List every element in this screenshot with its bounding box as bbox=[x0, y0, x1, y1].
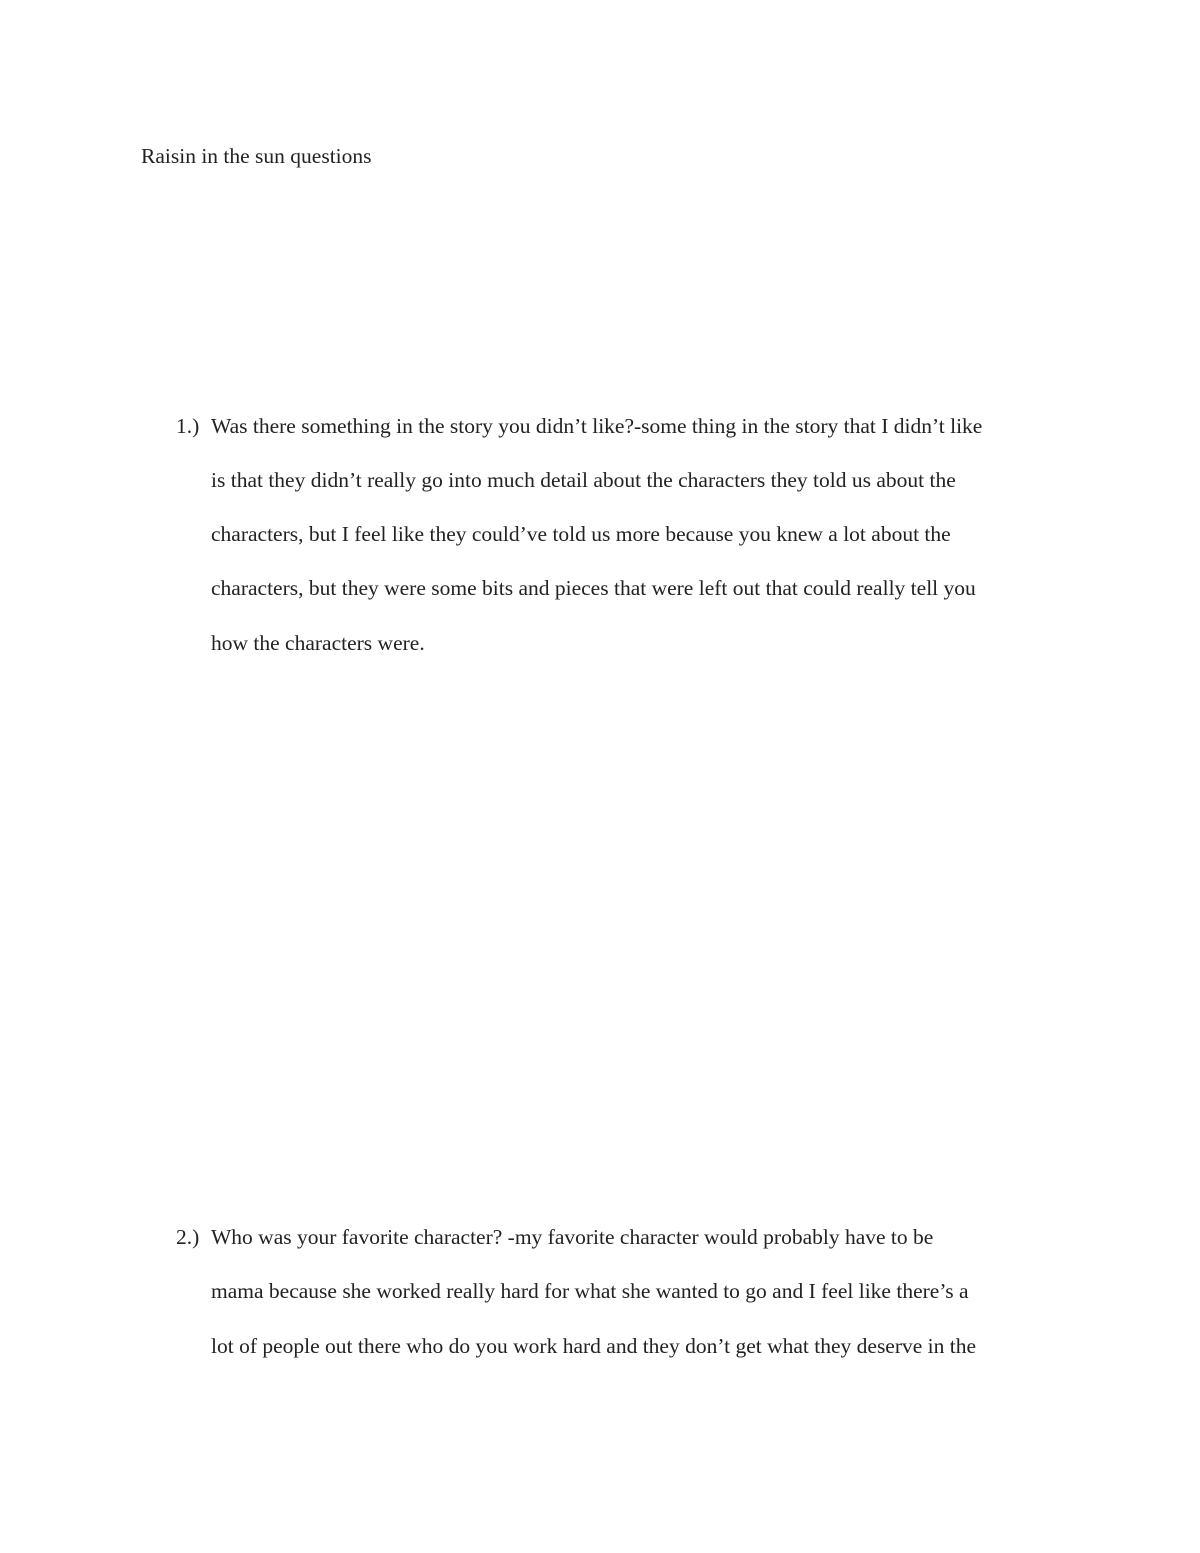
question-number: 2.) bbox=[176, 1225, 200, 1249]
answer-line: characters, but they were some bits and pieces that were left out that could really tell you bbox=[211, 576, 976, 600]
answer-line: lot of people out there who do you work hard and they don’t get what they deserve in the bbox=[211, 1334, 977, 1358]
answer-line: characters, but I feel like they could’ve told us more because you knew a lot about the bbox=[211, 522, 951, 546]
document-title: Raisin in the sun questions bbox=[141, 144, 372, 168]
answer-line: Was there something in the story you didn’t like?-some thing in the story that I didn’t like bbox=[211, 414, 983, 438]
answer-line: Who was your favorite character? -my favorite character would probably have to be bbox=[211, 1225, 934, 1249]
answer-line: is that they didn’t really go into much detail about the characters they told us about the bbox=[211, 468, 956, 492]
answer-line: mama because she worked really hard for what she wanted to go and I feel like there’s a bbox=[211, 1279, 969, 1303]
answer-line: how the characters were. bbox=[211, 631, 425, 655]
question-number: 1.) bbox=[176, 414, 200, 438]
